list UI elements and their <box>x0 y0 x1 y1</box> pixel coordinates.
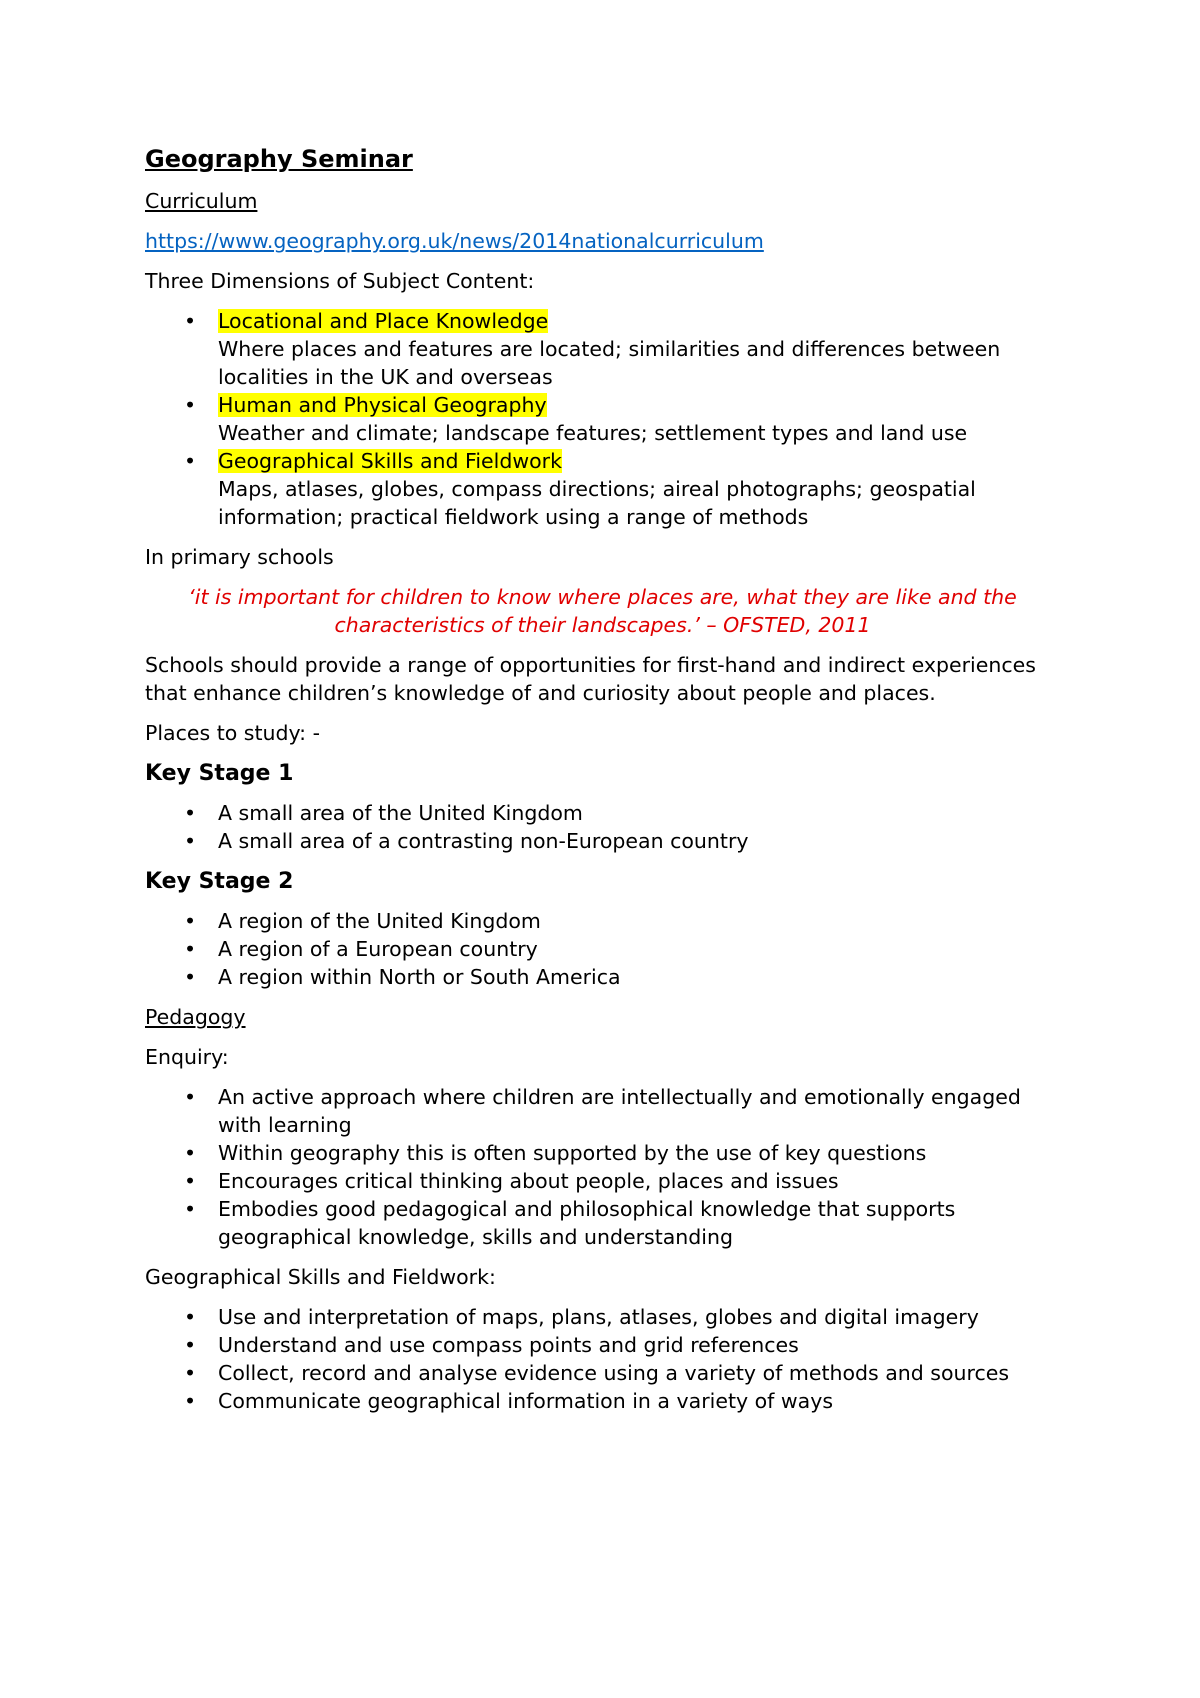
enquiry-intro: Enquiry: <box>145 1045 229 1069</box>
list-item-text: A region within North or South America <box>218 965 621 989</box>
ks2-heading: Key Stage 2 <box>145 869 294 894</box>
list-item <box>145 1195 1060 1251</box>
curriculum-link[interactable]: https://www.geography.org.uk/news/2014nationalcurriculum <box>145 229 764 253</box>
ks1-list <box>145 799 1060 855</box>
list-item <box>145 1083 1060 1139</box>
bullet-icon: • <box>184 1389 197 1413</box>
list-item-text: Collect, record and analyse evidence using a variety of methods and sources <box>218 1361 1010 1385</box>
list-item <box>145 1387 1060 1415</box>
dimension-desc: Where places and features are located; similarities and differences between localities in the UK and overseas <box>218 337 1001 389</box>
dimension-label: Human and Physical Geography <box>218 393 547 417</box>
bullet-icon: • <box>184 965 197 989</box>
bullet-icon: • <box>184 801 197 825</box>
page-title: Geography Seminar <box>145 145 413 173</box>
list-item-text: A small area of the United Kingdom <box>218 801 583 825</box>
list-item <box>145 1139 1060 1167</box>
dimension-label: Locational and Place Knowledge <box>218 309 549 333</box>
list-item-text: An active approach where children are intellectually and emotionally engaged with learning <box>218 1085 1021 1137</box>
list-item-text: Communicate geographical information in a variety of ways <box>218 1389 834 1413</box>
bullet-icon: • <box>184 909 197 933</box>
dimension-item <box>145 391 1060 447</box>
skills-list <box>145 1303 1060 1415</box>
places-intro: Places to study: - <box>145 721 320 745</box>
list-item-text: Encourages critical thinking about people, places and issues <box>218 1169 839 1193</box>
list-item <box>145 963 1060 991</box>
dimension-desc: Weather and climate; landscape features; settlement types and land use <box>218 421 968 445</box>
bullet-icon: • <box>184 1305 197 1329</box>
ks1-heading: Key Stage 1 <box>145 761 294 786</box>
list-item-text: A small area of a contrasting non-European country <box>218 829 749 853</box>
bullet-icon: • <box>184 449 197 473</box>
dimension-label: Geographical Skills and Fieldwork <box>218 449 562 473</box>
list-item-text: A region of the United Kingdom <box>218 909 541 933</box>
list-item <box>145 935 1060 963</box>
bullet-icon: • <box>184 1141 197 1165</box>
primary-intro: In primary schools <box>145 545 334 569</box>
bullet-icon: • <box>184 1333 197 1357</box>
ks2-list <box>145 907 1060 991</box>
list-item <box>145 1331 1060 1359</box>
list-item-text: Embodies good pedagogical and philosophical knowledge that supports geographical knowledge, skills and understanding <box>218 1197 956 1249</box>
bullet-icon: • <box>184 309 197 333</box>
pedagogy-heading: Pedagogy <box>145 1005 246 1029</box>
list-item <box>145 1359 1060 1387</box>
dimensions-list <box>145 307 1060 531</box>
ofsted-quote: ‘it is important for children to know where places are, what they are like and the characteristics of their landscapes.’ – OFSTED, 2011 <box>188 585 1017 637</box>
dimension-desc: Maps, atlases, globes, compass directions; aireal photographs; geospatial information; practical fieldwork using a range of methods <box>218 477 976 529</box>
bullet-icon: • <box>184 829 197 853</box>
list-item <box>145 1303 1060 1331</box>
list-item <box>145 907 1060 935</box>
list-item-text: Use and interpretation of maps, plans, atlases, globes and digital imagery <box>218 1305 979 1329</box>
bullet-icon: • <box>184 393 197 417</box>
curriculum-heading: Curriculum <box>145 189 258 213</box>
skills-intro: Geographical Skills and Fieldwork: <box>145 1265 496 1289</box>
bullet-icon: • <box>184 1169 197 1193</box>
dimension-item <box>145 307 1060 391</box>
list-item-text: Understand and use compass points and grid references <box>218 1333 799 1357</box>
list-item-text: A region of a European country <box>218 937 538 961</box>
list-item-text: Within geography this is often supported by the use of key questions <box>218 1141 927 1165</box>
list-item <box>145 1167 1060 1195</box>
dimension-item <box>145 447 1060 531</box>
list-item <box>145 827 1060 855</box>
bullet-icon: • <box>184 1361 197 1385</box>
bullet-icon: • <box>184 1197 197 1221</box>
enquiry-list <box>145 1083 1060 1251</box>
bullet-icon: • <box>184 937 197 961</box>
list-item <box>145 799 1060 827</box>
schools-paragraph: Schools should provide a range of opportunities for first-hand and indirect experiences that enhance children’s knowledge of and curiosity about people and places. <box>145 653 1036 705</box>
dimensions-intro: Three Dimensions of Subject Content: <box>145 269 535 293</box>
bullet-icon: • <box>184 1085 197 1109</box>
